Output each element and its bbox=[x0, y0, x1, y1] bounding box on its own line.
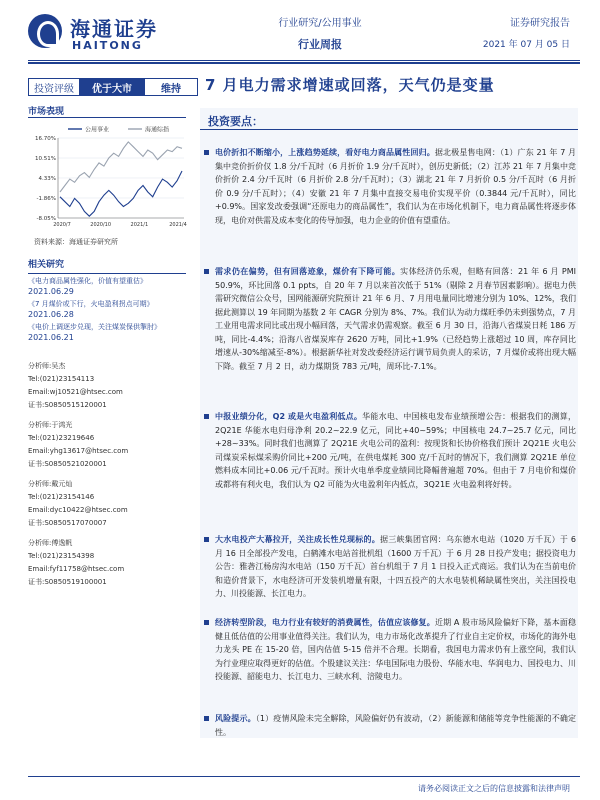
analyst-card bbox=[28, 537, 188, 589]
analyst-email[interactable]: Email:wj10521@htsec.com bbox=[28, 388, 123, 396]
market-divider bbox=[28, 117, 186, 118]
report-header bbox=[0, 0, 600, 60]
y-tick-label: -1.86% bbox=[36, 195, 56, 202]
analyst-card bbox=[28, 419, 188, 471]
key-point-lead: 经济转型阶段，电力行业有较好的消费属性，估值应该修复。 bbox=[215, 618, 435, 627]
haitong-logo bbox=[28, 10, 168, 54]
header-divider bbox=[28, 60, 580, 61]
analyst-cert: 证书:S0850517070007 bbox=[28, 519, 107, 527]
rating-status: 维持 bbox=[161, 83, 181, 95]
header-divider-thick bbox=[28, 62, 580, 64]
analyst-cert: 证书:S0850521020001 bbox=[28, 460, 107, 468]
report-date: 2021 年 07 月 05 日 bbox=[482, 40, 570, 50]
key-point bbox=[204, 265, 576, 373]
analyst-email[interactable]: Email:fyf11758@htsec.com bbox=[28, 565, 125, 573]
key-point-lead: 风险提示。 bbox=[215, 714, 256, 723]
related-item-date: 2021.06.21 bbox=[28, 333, 74, 342]
analyst-email[interactable]: Email:yhg13617@htsec.com bbox=[28, 447, 129, 455]
key-point-text: 近期 A 股市场风险偏好下降，基本面稳健且低估值的公用事业值得关注。我们认为，电力市场化改革提升了行业自主定价权，市场化的海外电力龙头 PE 在 15-20 倍，国内估值 5-15 倍并不合理。长期看，我国电力需求仍有上涨空间，我们认为行业理应取得更好的估值。个股建议关注：华电国际电力股份、华能水电、华润电力、国投电力、川投能源、韶能电力、长江电力、三峡水利、涪陵电力。 bbox=[215, 618, 576, 681]
rating-label: 投资评级 bbox=[34, 83, 74, 95]
key-points-heading: 投资要点： bbox=[208, 115, 263, 128]
x-tick-label: 2020/10 bbox=[90, 222, 112, 228]
key-point-text: 华能水电、中国核电发布业绩预增公告：根据我们的测算，2Q21E 华能水电归母净利 20.2~22.9 亿元，同比+40~59%；中国核电 24.7~25.7 亿元，同比+28~33%。同时我们也测算了 2Q21E 火电公司的盈利：按现货和长协价格我们预计 2Q21E 火电公司煤炭采标煤采购价同比+200 元/吨，在供电煤耗 300 克/千瓦时的情况下，我们测算 2Q21E 单位燃料成本同比+0.06 元/千瓦时。预计火电单季度业绩同比降幅普遍超 70%。但由于 7 月电价和煤价或都将有利火电，我们认为 Q2 可能为火电盈利年内低点，3Q21E 火电盈利将好转。 bbox=[215, 412, 576, 489]
logo-text-en: HAITONG bbox=[72, 39, 143, 52]
logo-text-cn: 海通证券 bbox=[70, 17, 158, 41]
analyst-name: 分析师:于鸿光 bbox=[28, 421, 73, 429]
market-performance-chart bbox=[28, 122, 188, 232]
analyst-name: 分析师:吴杰 bbox=[28, 362, 66, 370]
market-heading: 市场表现 bbox=[28, 107, 65, 117]
doc-type: 证券研究报告 bbox=[510, 18, 570, 29]
analyst-card bbox=[28, 478, 188, 530]
bullet-square-icon bbox=[204, 150, 209, 155]
analyst-name: 分析师:戴元灿 bbox=[28, 480, 73, 488]
related-item-title[interactable]: 《电价上调逐步兑现，关注煤炭保供掣肘》 bbox=[28, 323, 161, 331]
disclaimer-footer: 请务必阅读正文之后的信息披露和法律声明 bbox=[418, 784, 570, 793]
key-point bbox=[204, 410, 576, 491]
rating-value: 优于大市 bbox=[79, 79, 145, 95]
related-divider bbox=[28, 273, 186, 274]
bullet-square-icon bbox=[204, 716, 209, 721]
rating-bar bbox=[28, 78, 198, 96]
key-point bbox=[204, 712, 576, 739]
market-section bbox=[28, 104, 188, 117]
key-point bbox=[204, 533, 576, 601]
bullet-square-icon bbox=[204, 414, 209, 419]
x-tick-label: 2021/1 bbox=[130, 222, 149, 228]
key-point-lead: 大水电投产大幕拉开，关注成长性兑现标的。 bbox=[215, 535, 380, 544]
key-point bbox=[204, 146, 576, 227]
legend-label: 海通综指 bbox=[145, 126, 170, 134]
key-point-text: 据北极星售电网：（1）广东 21 年 7 月集中竞价折价仅 1.8 分/千瓦时（6 月折价 1.9 分/千瓦时），创历史新低；（2）江苏 21 年 7 月集中竞价折价 2.4 分/千瓦时（6 月折价 2.8 分/千瓦时）；（3）湖北 21 年 7 月折价 0.5 分/千瓦时（6 月折价 0.9 分/千瓦时）；（4）安徽 21 年 7 月集中直接交易电价实现平价（0.3844 元/千瓦时），同比+0.9%。国家发改委强调“还原电力的商品属性”，我们认为在市场化机制下，电力商品属性将逐步体现，电价对供需及成本变化的传导加强，电力企业的价值有望重估。 bbox=[215, 148, 577, 225]
related-item-title[interactable]: 《7 月煤价或下行，火电盈利拐点可期》 bbox=[28, 300, 154, 308]
report-category: 行业研究/公用事业 bbox=[278, 18, 362, 29]
y-tick-label: 10.51% bbox=[35, 156, 56, 163]
analyst-cert: 证书:S0850519100001 bbox=[28, 578, 107, 586]
related-item[interactable] bbox=[28, 322, 188, 343]
related-item[interactable] bbox=[28, 276, 188, 297]
key-point-text: （1）疫情风险未完全解除，风险偏好仍有波动，（2）新能源和储能等竞争性能源的不确定性。 bbox=[215, 714, 576, 737]
analyst-tel: Tel:(021)23154398 bbox=[28, 552, 95, 560]
analyst-list bbox=[28, 360, 188, 596]
analyst-tel: Tel:(021)23219646 bbox=[28, 434, 95, 442]
analyst-tel: Tel:(021)23154146 bbox=[28, 493, 95, 501]
related-item-date: 2021.06.29 bbox=[28, 287, 74, 296]
related-research bbox=[28, 257, 188, 345]
related-item-title[interactable]: 《电力商品属性强化，价值有望重估》 bbox=[28, 277, 147, 285]
key-point-lead: 电价折扣不断缩小，上涨趋势延续，看好电力商品属性回归。 bbox=[215, 148, 435, 157]
analyst-email[interactable]: Email:dyc10422@htsec.com bbox=[28, 506, 128, 514]
bullet-square-icon bbox=[204, 537, 209, 542]
analyst-card bbox=[28, 360, 188, 412]
y-tick-label: 16.70% bbox=[35, 136, 56, 142]
haitong-logo-icon bbox=[28, 14, 62, 48]
footer-divider bbox=[28, 776, 580, 777]
y-tick-label: -8.05% bbox=[36, 216, 56, 222]
analyst-tel: Tel:(021)23154113 bbox=[28, 375, 95, 383]
key-point-lead: 中报业绩分化，Q2 或是火电盈利低点。 bbox=[215, 412, 363, 421]
legend-label: 公用事业 bbox=[85, 126, 110, 134]
key-point-text: 实体经济仍乐观，但略有回落：21 年 6 月 PMI 50.9%，环比回落 0.1 ppts，自 20 年 7 月以来首次低于 51%（剔除 2 月春节因素影响）。据电力供需研究微信公众号，国网能源研究院预计 21 年 6 月、7 月用电量同比增速分别为 10%、12%，我们据此测算以 19 年同期为基数 2 年 CAGR 分别为 8%、7%。我们认为动力煤旺季仍未到强势点，7 月工业用电需求同比或出现小幅回落，天气需求仍需观察。截至 6 月 30 日，沿海八省煤炭日耗 186 万吨，同比-4.4%；沿海八省煤炭库存 2620 万吨，同比+1.9%（已经趋势上涨超过 10 周，库存同比增速从-30%缩减至-8%）。根据新华社对发改委经济运行调节局负责人的采访，7 月煤价或将出现大幅下降。截至 7 月 2 日，动力煤期货 783 元/吨，周环比-7.1%。 bbox=[215, 267, 577, 371]
analyst-cert: 证书:S0850515120001 bbox=[28, 401, 107, 409]
chart-source: 资料来源：海通证券研究所 bbox=[34, 238, 118, 246]
report-type: 行业周报 bbox=[298, 38, 342, 51]
key-points-header bbox=[200, 110, 578, 130]
analyst-name: 分析师:傅逸帆 bbox=[28, 539, 73, 547]
key-point-text: 据三峡集团官网：乌东德水电站（1020 万千瓦）于 6 月 16 日全部投产发电，白鹤滩水电站首批机组（1600 万千瓦）于 6 月 28 日投产发电；据投资电力公告：雅砻江杨房沟水电站（150 万千瓦）首台机组于 7 月 1 日投入正式商运。我们认为在当前电价和造价背景下，水电经济可开发装机增量有限，十四五投产的大水电装机稀缺属性突出，关注国投电力、川投能源、长江电力。 bbox=[215, 535, 576, 598]
series-line bbox=[60, 142, 182, 192]
bullet-square-icon bbox=[204, 269, 209, 274]
related-item[interactable] bbox=[28, 299, 188, 320]
bullet-square-icon bbox=[204, 620, 209, 625]
related-heading: 相关研究 bbox=[28, 260, 65, 270]
key-point-lead: 需求仍在偏势，但有回落迹象，煤价有下降可能。 bbox=[215, 267, 401, 276]
key-point bbox=[204, 616, 576, 684]
x-tick-label: 2020/7 bbox=[53, 222, 71, 228]
x-tick-label: 2021/4 bbox=[169, 222, 187, 228]
y-tick-label: 4.33% bbox=[38, 175, 56, 182]
related-item-date: 2021.06.28 bbox=[28, 310, 74, 319]
report-title: 7 月电力需求增速或回落，天气仍是变量 bbox=[205, 76, 495, 94]
